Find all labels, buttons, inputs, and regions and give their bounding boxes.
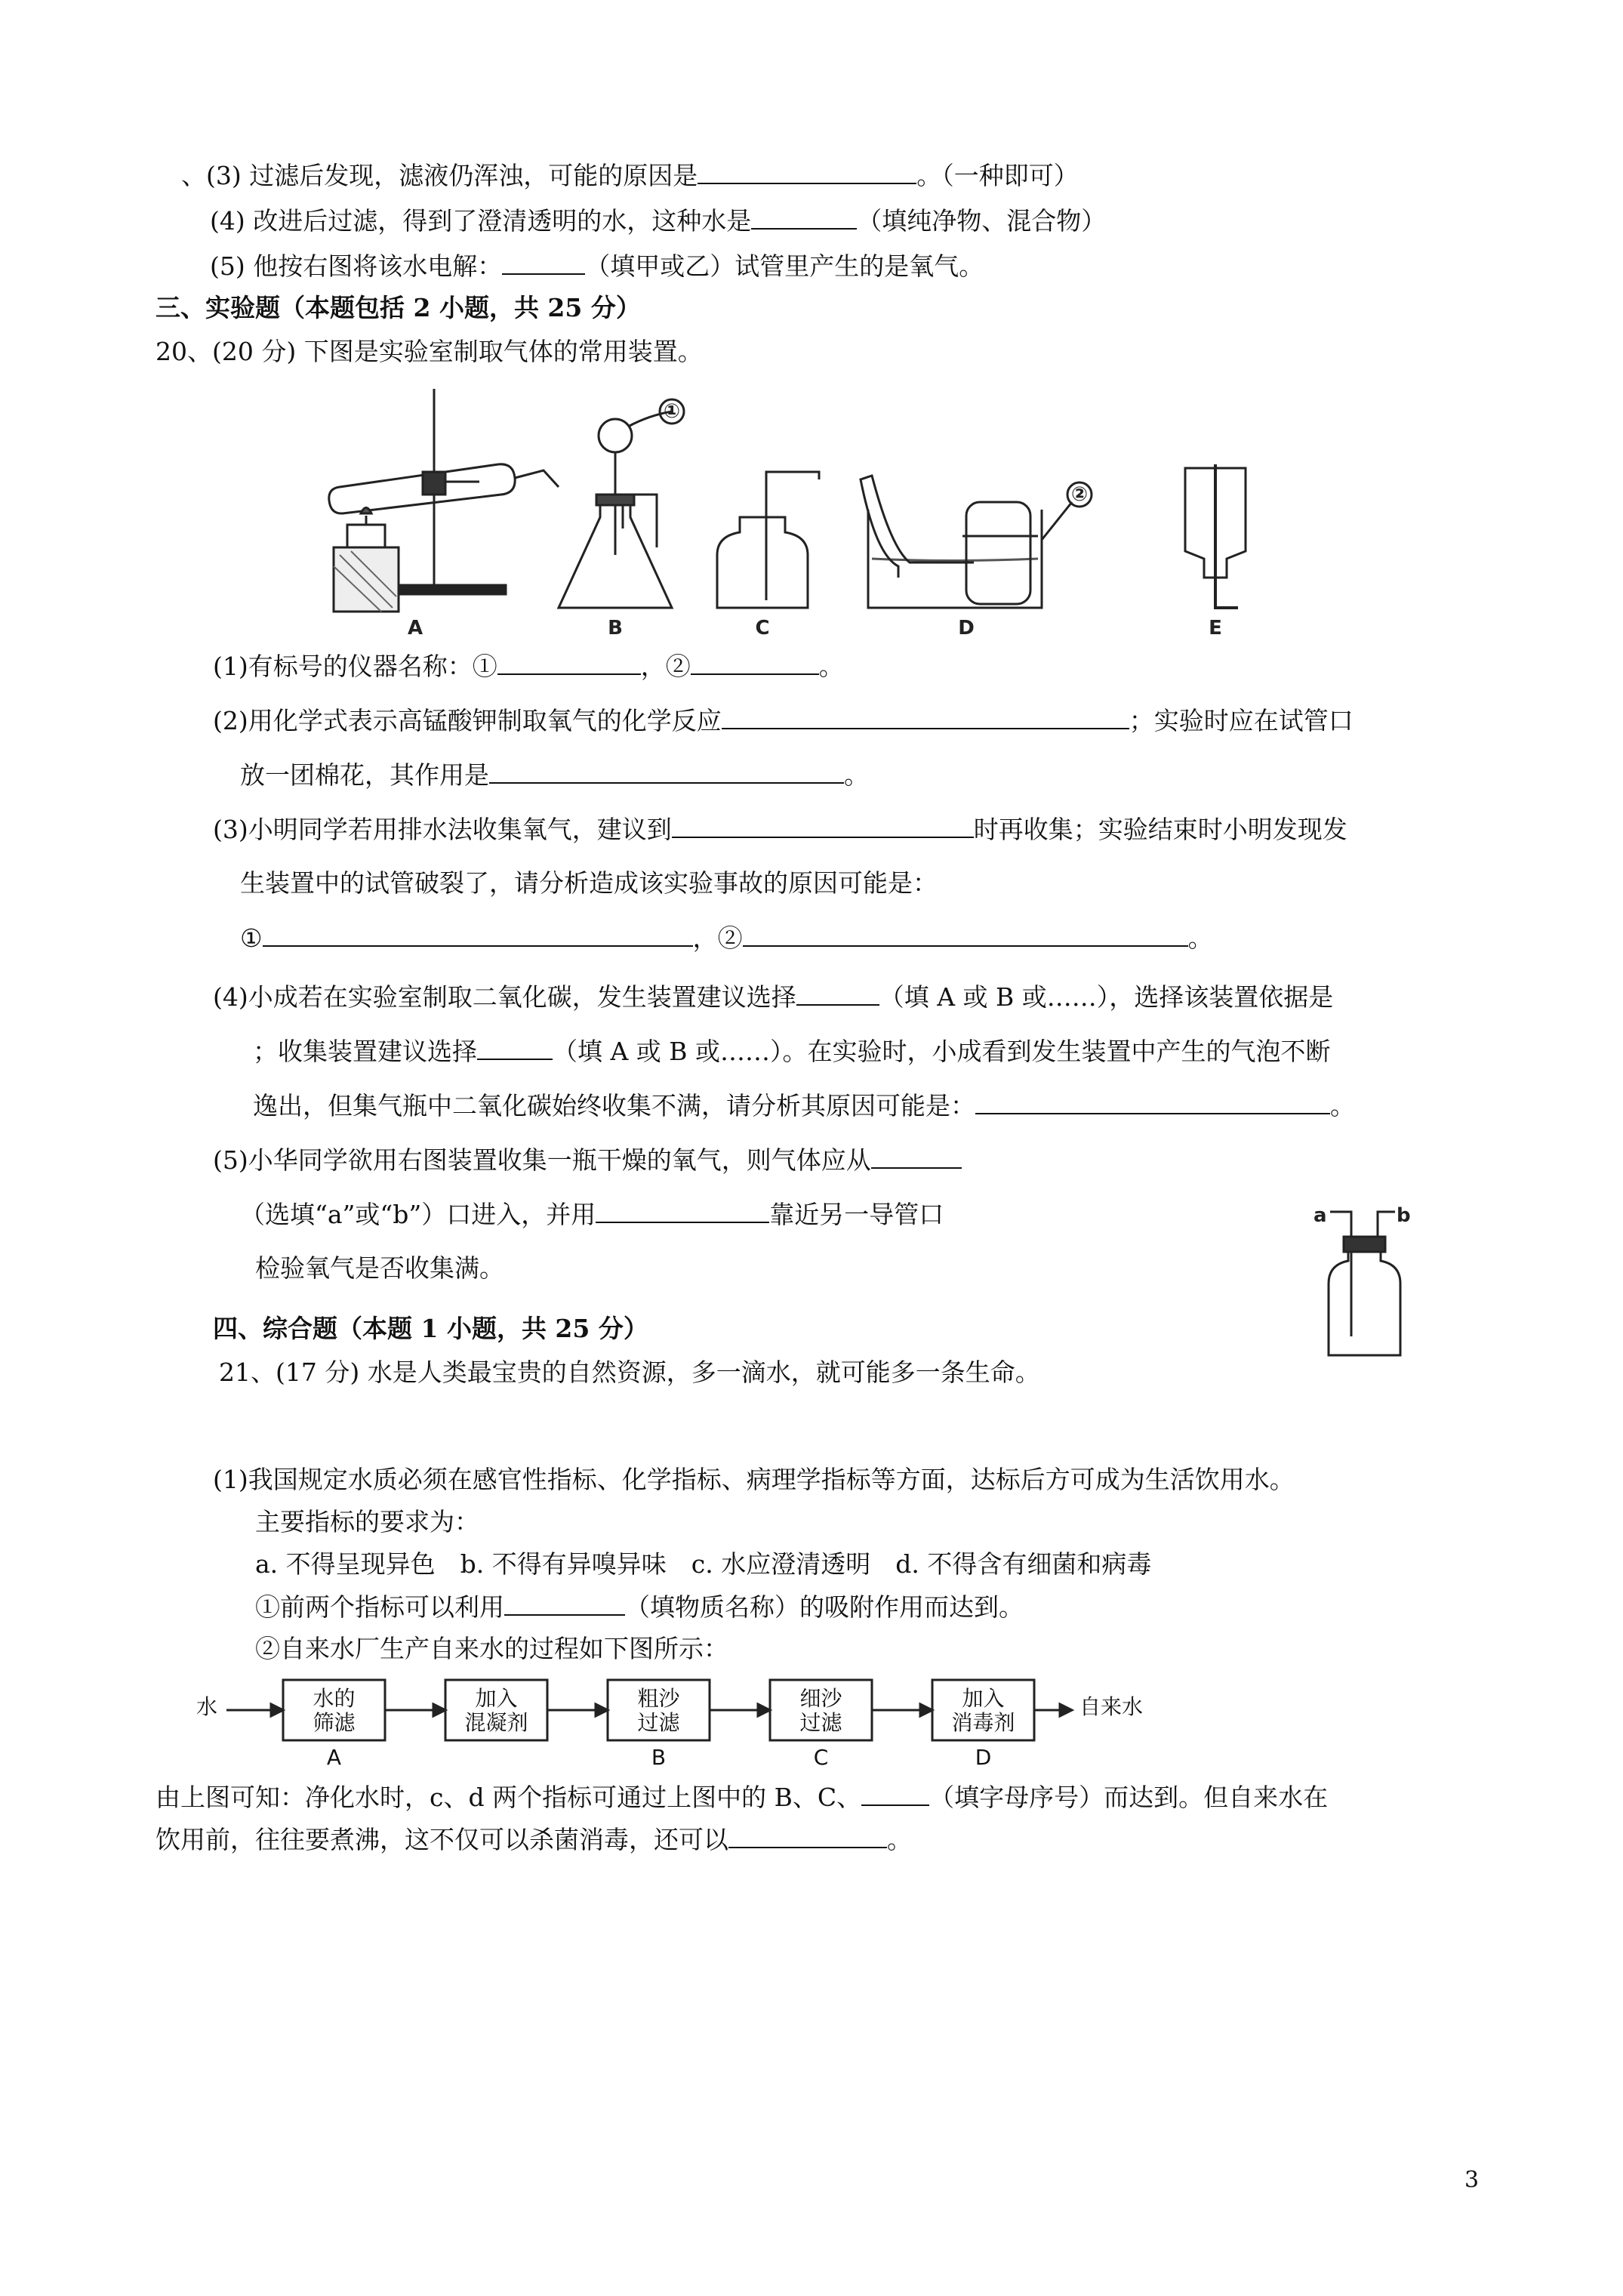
q20-part-4-cont2: 逸出，但集气瓶中二氧化碳始终收集不满，请分析其原因可能是： 。	[253, 1091, 1355, 1120]
section-3-heading: 三、实验题（本题包括 2 小题，共 25 分）	[156, 293, 641, 322]
q20-part-3-cont: 生装置中的试管破裂了，请分析造成该实验事故的原因可能是：	[240, 868, 938, 898]
label-a: A	[407, 617, 423, 639]
flow-box-line1: 加入	[475, 1686, 518, 1711]
flow-box-tag: C	[813, 1745, 829, 1770]
answer-blank[interactable]	[796, 982, 879, 1006]
answer-blank[interactable]	[751, 205, 857, 230]
answer-blank[interactable]	[497, 651, 641, 675]
answer-blank[interactable]	[263, 923, 693, 947]
apparatus-d	[861, 476, 1092, 608]
flow-box-line2: 消毒剂	[951, 1710, 1015, 1735]
q20-part-5-cont2: 检验氧气是否收集满。	[255, 1253, 504, 1283]
answer-blank[interactable]	[871, 1145, 962, 1169]
answer-blank[interactable]	[489, 760, 844, 784]
apparatus-e	[1185, 464, 1246, 608]
flow-box-tag: D	[975, 1745, 992, 1770]
answer-blank[interactable]	[728, 1824, 887, 1848]
gas-bottle-figure	[1298, 1193, 1434, 1367]
q20-part-2-cont: 放一团棉花，其作用是 。	[240, 760, 869, 790]
q19-line-5: (5) 他按右图将该水电解： （填甲或乙）试管里产生的是氧气。	[210, 251, 984, 281]
q21-stem: 21、(17 分) 水是人类最宝贵的自然资源，多一滴水，就可能多一条生命。	[219, 1358, 1040, 1387]
answer-blank[interactable]	[698, 160, 916, 184]
apparatus-b	[559, 411, 672, 608]
q21-part-2: 由上图可知：净化水时，c、d 两个指标可通过上图中的 B、C、 （填字母序号）而达到。但自来水在	[156, 1783, 1329, 1812]
q20-part-4-cont: ；收集装置建议选择 （填 A 或 B 或……）。在实验时，小成看到发生装置中产生的气泡不断	[253, 1037, 1331, 1066]
answer-blank[interactable]	[861, 1782, 929, 1806]
flow-box-line1: 粗沙	[637, 1686, 680, 1711]
flow-end: 自来水	[1079, 1694, 1144, 1719]
answer-blank[interactable]	[504, 1592, 625, 1616]
q19-line-3: 、(3) 过滤后发现，滤液仍浑浊，可能的原因是 。（一种即可）	[181, 161, 1079, 190]
answer-blank[interactable]	[672, 814, 974, 838]
q21-part-2-cont: 饮用前，往往要煮沸，这不仅可以杀菌消毒，还可以 。	[156, 1825, 912, 1854]
marker-1: ①	[663, 400, 681, 423]
q21-part-1-sub1: ①前两个指标可以利用 （填物质名称）的吸附作用而达到。	[255, 1592, 1024, 1622]
q20-part-3-answers: ① ，② 。	[240, 923, 1213, 953]
label-d: D	[958, 617, 975, 639]
flow-box-line2: 过滤	[799, 1710, 842, 1735]
label-c: C	[755, 617, 770, 639]
flow-box-line2: 混凝剂	[464, 1710, 528, 1735]
answer-blank[interactable]	[975, 1090, 1330, 1114]
q20-stem: 20、(20 分) 下图是实验室制取气体的常用装置。	[156, 337, 703, 366]
q21-part-1-cont: 主要指标的要求为：	[255, 1507, 479, 1536]
flow-box-line1: 水的	[313, 1686, 356, 1711]
section-4-heading: 四、综合题（本题 1 小题，共 25 分）	[213, 1314, 648, 1343]
answer-blank[interactable]	[596, 1199, 769, 1223]
flow-box-line2: 过滤	[637, 1710, 680, 1735]
marker-2: ②	[1070, 483, 1089, 506]
q20-part-5-cont: （选填“a”或“b”）口进入，并用 靠近另一导管口	[240, 1200, 944, 1229]
water-treatment-flowchart	[189, 1669, 1230, 1774]
q20-part-5: (5)小华同学欲用右图装置收集一瓶干燥的氧气，则气体应从	[213, 1145, 962, 1176]
flow-box-tag: A	[326, 1745, 342, 1770]
flow-start: 水	[196, 1694, 218, 1719]
label-e: E	[1209, 617, 1222, 639]
answer-blank[interactable]	[691, 651, 819, 675]
answer-blank[interactable]	[722, 705, 1129, 729]
apparatus-c	[717, 472, 819, 608]
tube-label-a: a	[1313, 1204, 1327, 1227]
label-b: B	[608, 617, 623, 639]
q20-part-1: (1)有标号的仪器名称：① ，② 。	[213, 652, 844, 681]
page-number: 3	[1464, 2167, 1480, 2193]
q21-indicators: a. 不得呈现异色 b. 不得有异嗅异味 c. 水应澄清透明 d. 不得含有细菌和病毒	[255, 1549, 1152, 1579]
answer-blank[interactable]	[502, 251, 585, 275]
q20-part-2: (2)用化学式表示高锰酸钾制取氧气的化学反应 ；实验时应在试管口	[213, 706, 1354, 735]
flow-box-line2: 筛滤	[313, 1710, 356, 1735]
flow-box-tag: B	[651, 1745, 667, 1770]
flow-box-line1: 细沙	[799, 1686, 842, 1711]
q20-part-3: (3)小明同学若用排水法收集氧气，建议到 时再收集；实验结束时小明发现发	[213, 815, 1347, 844]
tube-label-b: b	[1397, 1204, 1411, 1227]
answer-blank[interactable]	[477, 1036, 553, 1060]
q20-part-4: (4)小成若在实验室制取二氧化碳，发生装置建议选择 （填 A 或 B 或……），选择该装置依据是	[213, 982, 1334, 1012]
apparatus-figure	[317, 381, 1344, 642]
q21-part-1: (1)我国规定水质必须在感官性指标、化学指标、病理学指标等方面，达标后方可成为生活饮用水。	[213, 1465, 1295, 1494]
apparatus-a	[329, 389, 559, 612]
answer-blank[interactable]	[743, 923, 1188, 947]
q19-line-4: (4) 改进后过滤，得到了澄清透明的水，这种水是 （填纯净物、混合物）	[210, 206, 1107, 236]
q21-part-1-sub2: ②自来水厂生产自来水的过程如下图所示：	[255, 1634, 728, 1663]
flow-box-line1: 加入	[962, 1686, 1005, 1711]
